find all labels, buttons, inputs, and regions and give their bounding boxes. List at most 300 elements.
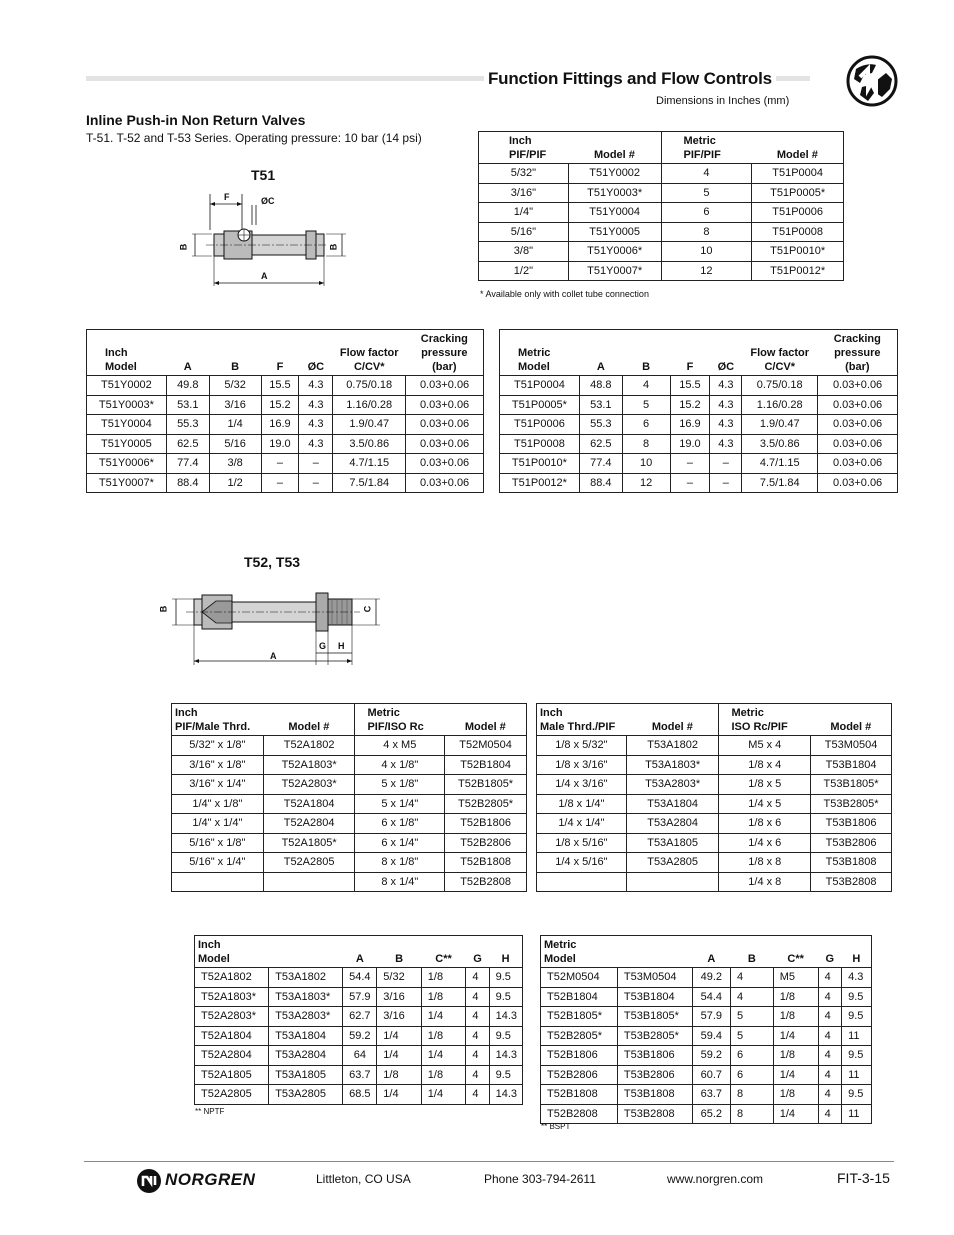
table-cell: 4.3 [710,395,742,415]
table-cell: 1/8 [421,987,466,1007]
table-header-cell: ØC [299,330,333,376]
table-header-cell: H [842,936,872,968]
diagram-t51-label: T51 [251,167,276,183]
table-cell: 1/8 [421,1026,466,1046]
table-cell: 53.1 [579,395,622,415]
table-cell: 1/8 x 6 [719,814,811,834]
th-model-2: Model # [811,704,892,736]
table-cell: T51P0012* [500,473,580,493]
table-cell: T51P0008 [500,434,580,454]
table-cell: 4.3 [299,415,333,435]
table-cell: 4 [818,1046,841,1066]
table-cell: 6 [661,203,752,223]
table-header-cell: F [670,330,710,376]
table-cell: T53A1803* [626,755,719,775]
table-cell: 19.0 [670,434,710,454]
table-header-cell: B [209,330,261,376]
table-cell: T53B1808 [617,1085,692,1105]
th-metric-pif: Metric PIF/PIF [661,132,752,164]
table-cell: 4.7/1.15 [742,454,818,474]
t51-collet-note: * Available only with collet tube connection [480,289,649,299]
table-row [541,1007,872,1027]
table-cell: 3/8" [479,242,569,262]
table-row [195,1007,523,1027]
table-cell: T52A1802 [263,736,355,756]
table-row [87,415,484,435]
table-cell: 4.7/1.15 [333,454,406,474]
table-cell: 5 [661,183,752,203]
table-cell: 1/4 [377,1046,422,1066]
table-cell: T53B2806 [811,833,892,853]
table-cell: 54.4 [343,968,377,988]
table-cell: 9.5 [489,968,522,988]
table-cell: 10 [622,454,670,474]
table-cell: T53A2803* [626,775,719,795]
table-cell: T52A1802 [195,968,269,988]
table-cell: 9.5 [842,1085,872,1105]
table-t52-inch-dims [194,935,523,1105]
table-cell: T53B1808 [811,853,892,873]
table-t51-models [478,131,844,281]
table-cell: 4.3 [299,434,333,454]
table-row [500,376,898,396]
table-cell: 4 x 1/8" [355,755,445,775]
table-cell: T52B1804 [541,987,618,1007]
table-cell: T51P0010* [752,242,844,262]
table-cell: – [670,473,710,493]
table-cell: T52B2806 [541,1065,618,1085]
table-cell: 4.3 [842,968,872,988]
table-cell: T53A1804 [626,794,719,814]
table-cell: 1/4 [421,1007,466,1027]
table-header-cell: A [166,330,209,376]
table-cell: T53A1803* [269,987,343,1007]
table-cell: 57.9 [343,987,377,1007]
table-header-cell: Flow factor C/CV* [742,330,818,376]
table-cell: 5/16" x 1/8" [172,833,264,853]
table-cell: T51Y0002 [87,376,167,396]
table-row [541,1046,872,1066]
table-cell: 1/8 [773,1085,818,1105]
table-row [500,415,898,435]
table-cell: 7.5/1.84 [333,473,406,493]
table-cell: 0.03+0.06 [818,376,898,396]
table-cell: 1/8 [773,1007,818,1027]
table-cell: 1/4 [421,1046,466,1066]
table-row [195,987,523,1007]
t52-dim-b: B [158,605,169,613]
table-row [195,1046,523,1066]
table-cell: 4 [818,1065,841,1085]
table-row [479,203,844,223]
page-number: FIT-3-15 [837,1170,890,1186]
table-cell: T51P0004 [500,376,580,396]
th-model-2: Model # [752,132,844,164]
table-row [172,814,527,834]
table-cell: T53A1804 [269,1026,343,1046]
table-header-cell: H [489,936,522,968]
table-cell: 0.03+0.06 [818,473,898,493]
table-cell: T52A2803* [263,775,355,795]
table-cell: 4 [818,1085,841,1105]
table-cell: 4 [818,1104,841,1124]
table-cell: 4 [622,376,670,396]
table-cell: T51Y0007* [568,261,661,281]
table-cell: 0.03+0.06 [406,395,484,415]
table-row [172,755,527,775]
table-row [87,434,484,454]
table-cell: 1.16/0.28 [742,395,818,415]
table-cell: T53A2805 [269,1085,343,1105]
table-row [172,775,527,795]
table-row [479,222,844,242]
table-row [541,1065,872,1085]
table-cell: T51Y0006* [568,242,661,262]
table-cell: 6 x 1/8" [355,814,445,834]
table-cell: T53A1802 [269,968,343,988]
table-row [541,1104,872,1124]
table-row [195,1085,523,1105]
table-cell: T52A1804 [195,1026,269,1046]
th-model: Model # [626,704,719,736]
table-cell: 5 [622,395,670,415]
table-cell: T51P0005* [500,395,580,415]
table-cell: 3/16" x 1/4" [172,775,264,795]
table-cell: T53B2805* [617,1026,692,1046]
table-cell: 8 x 1/8" [355,853,445,873]
nptf-note: ** NPTF [195,1107,225,1116]
table-cell: 4 [466,1065,489,1085]
table-cell: 5 x 1/4" [355,794,445,814]
table-cell: 49.2 [692,968,730,988]
table-row [500,473,898,493]
table-cell: 5/16 [209,434,261,454]
footer-location: Littleton, CO USA [316,1172,411,1186]
table-cell: 4.3 [299,376,333,396]
table-row [541,968,872,988]
t51-dim-a: A [261,271,268,281]
section-title: Inline Push-in Non Return Valves [86,112,306,128]
t51-dim-f: F [224,192,230,202]
table-cell: 7.5/1.84 [742,473,818,493]
table-cell: 3/16 [209,395,261,415]
table-row [172,872,527,892]
table-row [500,395,898,415]
table-cell: 5/32 [377,968,422,988]
table-cell: 1/4 x 1/4" [537,814,627,834]
table-cell: T52A2805 [195,1085,269,1105]
table-cell: 15.2 [261,395,299,415]
table-cell: 15.5 [670,376,710,396]
table-cell: 1/4 [209,415,261,435]
table-cell: 1/8 x 3/16" [537,755,627,775]
table-cell: T53B1806 [617,1046,692,1066]
th-model: Model # [263,704,355,736]
table-header-cell: A [343,936,377,968]
table-cell: 4 [466,1026,489,1046]
table-cell: 3/16" [479,183,569,203]
table-cell: 77.4 [579,454,622,474]
table-cell: 8 [731,1104,774,1124]
table-cell: – [710,473,742,493]
table-cell: 64 [343,1046,377,1066]
table-cell: T52A1805 [195,1065,269,1085]
table-cell: T53B2806 [617,1065,692,1085]
table-cell: T52A1804 [263,794,355,814]
table-cell: 1/8 x 8 [719,853,811,873]
table-row [195,968,523,988]
table-cell: 1/4 [773,1026,818,1046]
table-cell: 3/16 [377,1007,422,1027]
table-row [500,434,898,454]
table-t53-models [536,703,892,892]
table-cell: 6 [622,415,670,435]
table-cell: 1/8 x 1/4" [537,794,627,814]
table-cell: 12 [661,261,752,281]
table-cell: 4 [818,1026,841,1046]
table-cell: 4.3 [710,376,742,396]
table-cell: 11 [842,1104,872,1124]
table-cell: 48.8 [579,376,622,396]
table-cell: 62.7 [343,1007,377,1027]
table-cell: T52B1806 [445,814,527,834]
diagram-t52-label: T52, T53 [244,554,301,570]
table-cell: T52B2806 [445,833,527,853]
table-cell: 77.4 [166,454,209,474]
table-cell: 3/16" x 1/8" [172,755,264,775]
table-cell [626,872,719,892]
table-cell: 1/4 [421,1085,466,1105]
table-cell: 12 [622,473,670,493]
table-cell: 1.9/0.47 [333,415,406,435]
table-cell: 8 [622,434,670,454]
table-header-cell: G [466,936,489,968]
table-cell: 1/2 [209,473,261,493]
table-cell: T52A2804 [195,1046,269,1066]
table-header-cell: Inch Model [195,936,269,968]
table-cell: 5/32" x 1/8" [172,736,264,756]
table-cell: 1/8 x 5/16" [537,833,627,853]
table-cell: 88.4 [579,473,622,493]
table-row [87,454,484,474]
table-cell: 1/8 [773,987,818,1007]
table-cell: T53B1806 [811,814,892,834]
table-header-cell: B [377,936,422,968]
table-cell: T53B2805* [811,794,892,814]
table-cell: 1/8 x 4 [719,755,811,775]
table-cell: T53A2804 [269,1046,343,1066]
table-header-cell: Cracking pressure (bar) [818,330,898,376]
table-cell: 1/4 [377,1085,422,1105]
th-model: Model # [568,132,661,164]
table-cell: 4 [818,1007,841,1027]
table-row [172,794,527,814]
table-cell: 5 [731,1026,774,1046]
table-cell: 68.5 [343,1085,377,1105]
table-cell: T51P0012* [752,261,844,281]
table-cell: M5 [773,968,818,988]
table-cell: 6 [731,1065,774,1085]
table-cell: T51Y0004 [568,203,661,223]
table-t52-models [171,703,527,892]
t51-dim-b-left: B [178,243,189,251]
table-cell: 62.5 [579,434,622,454]
table-row [537,872,892,892]
footer-website[interactable]: www.norgren.com [667,1172,764,1186]
table-cell [263,872,355,892]
table-row [537,814,892,834]
page-title: Function Fittings and Flow Controls [484,69,776,89]
table-row [172,833,527,853]
table-cell: T53A2803* [269,1007,343,1027]
th-inch-pif: Inch PIF/PIF [479,132,569,164]
table-cell: 1/4 [773,1065,818,1085]
table-cell: 0.75/0.18 [333,376,406,396]
table-cell: 4.3 [710,434,742,454]
table-cell: 5/32 [209,376,261,396]
table-header-cell: Inch Model [87,330,167,376]
table-cell: 1/4 x 5 [719,794,811,814]
table-cell: T51Y0002 [568,164,661,184]
table-cell: 1/4" x 1/4" [172,814,264,834]
table-cell: 1/8 [421,1065,466,1085]
t52-dim-g: G [319,641,327,651]
table-cell: 0.03+0.06 [406,434,484,454]
table-cell: T52A2805 [263,853,355,873]
table-cell: T52A1805* [263,833,355,853]
table-row [479,242,844,262]
table-cell: 9.5 [842,987,872,1007]
table-cell: 9.5 [489,987,522,1007]
table-cell: 15.2 [670,395,710,415]
table-header-cell: B [622,330,670,376]
table-cell: 8 [731,1085,774,1105]
table-row [195,1065,523,1085]
table-t52-metric-dims [540,935,872,1124]
table-cell: 5/16" [479,222,569,242]
table-row [195,1026,523,1046]
table-cell: T52A2804 [263,814,355,834]
table-row [537,853,892,873]
table-cell: 9.5 [489,1026,522,1046]
table-cell [537,872,627,892]
table-cell: 53.1 [166,395,209,415]
table-cell: T52B1804 [445,755,527,775]
table-cell: T53A1802 [626,736,719,756]
table-cell: 4 [818,968,841,988]
t51-dim-b-right: B [328,243,339,251]
table-cell: T52B1805* [445,775,527,795]
table-cell: 8 x 1/4" [355,872,445,892]
table-cell: 11 [842,1065,872,1085]
table-cell: 3/8 [209,454,261,474]
table-cell: 49.8 [166,376,209,396]
table-cell: 1/4 x 6 [719,833,811,853]
table-cell: – [261,473,299,493]
table-cell: 19.0 [261,434,299,454]
table-header-cell: Flow factor C/CV* [333,330,406,376]
table-cell: 16.9 [261,415,299,435]
table-cell: 59.2 [692,1046,730,1066]
table-row [537,755,892,775]
table-cell: 1/8 [421,968,466,988]
table-cell: – [299,454,333,474]
table-cell: 14.3 [489,1085,522,1105]
table-cell: T51P0006 [500,415,580,435]
th-model-2: Model # [445,704,527,736]
table-cell: 0.03+0.06 [406,376,484,396]
table-cell: 63.7 [343,1065,377,1085]
table-cell: 4 [818,987,841,1007]
table-cell: T51P0006 [752,203,844,223]
table-row [500,454,898,474]
table-cell: 5 [731,1007,774,1027]
table-cell: T52A1803* [263,755,355,775]
table-cell: T51Y0004 [87,415,167,435]
table-row [537,833,892,853]
table-cell: 10 [661,242,752,262]
table-header-cell: Metric Model [500,330,580,376]
footer-rule [84,1161,894,1162]
table-cell: 54.4 [692,987,730,1007]
table-cell: 4.3 [710,415,742,435]
table-cell: 0.75/0.18 [742,376,818,396]
table-cell: 59.4 [692,1026,730,1046]
th-inch-male: Inch PIF/Male Thrd. [172,704,264,736]
table-cell: 0.03+0.06 [818,415,898,435]
table-cell: 55.3 [579,415,622,435]
table-cell: M5 x 4 [719,736,811,756]
table-cell: 1/4 x 3/16" [537,775,627,795]
table-header-cell: Cracking pressure (bar) [406,330,484,376]
table-cell: 14.3 [489,1007,522,1027]
page-subtitle: Dimensions in Inches (mm) [656,95,790,107]
table-cell: 8 [661,222,752,242]
t52-dim-h: H [338,641,345,651]
table-cell: 14.3 [489,1046,522,1066]
norgren-brand: NORGREN [165,1170,256,1189]
table-cell: 1/8 x 5/32" [537,736,627,756]
table-header-cell: B [731,936,774,968]
table-cell: T53B1805* [617,1007,692,1027]
table-cell: T52M0504 [445,736,527,756]
th-metric-iso-pif: Metric ISO Rc/PIF [719,704,811,736]
bspt-note: ** BSPT [541,1122,571,1131]
table-cell: 4 [466,968,489,988]
table-cell: 4 [466,1085,489,1105]
table-cell: T51P0004 [752,164,844,184]
table-row [541,1026,872,1046]
table-cell: 88.4 [166,473,209,493]
table-cell: 1/8 [377,1065,422,1085]
table-cell: 9.5 [842,1046,872,1066]
table-cell: T52B2805* [541,1026,618,1046]
table-cell: 1/4 x 8 [719,872,811,892]
table-row [541,987,872,1007]
globe-logo-icon [846,55,898,107]
table-cell: 11 [842,1026,872,1046]
table-row [172,853,527,873]
table-cell: T52B1805* [541,1007,618,1027]
table-cell: 59.2 [343,1026,377,1046]
table-cell: – [710,454,742,474]
table-cell: 1/4 [773,1104,818,1124]
th-inch-male-pif: Inch Male Thrd./PIF [537,704,627,736]
table-cell: 1/4" [479,203,569,223]
table-header-cell: Metric Model [541,936,618,968]
table-cell [172,872,264,892]
table-header-cell: C** [773,936,818,968]
